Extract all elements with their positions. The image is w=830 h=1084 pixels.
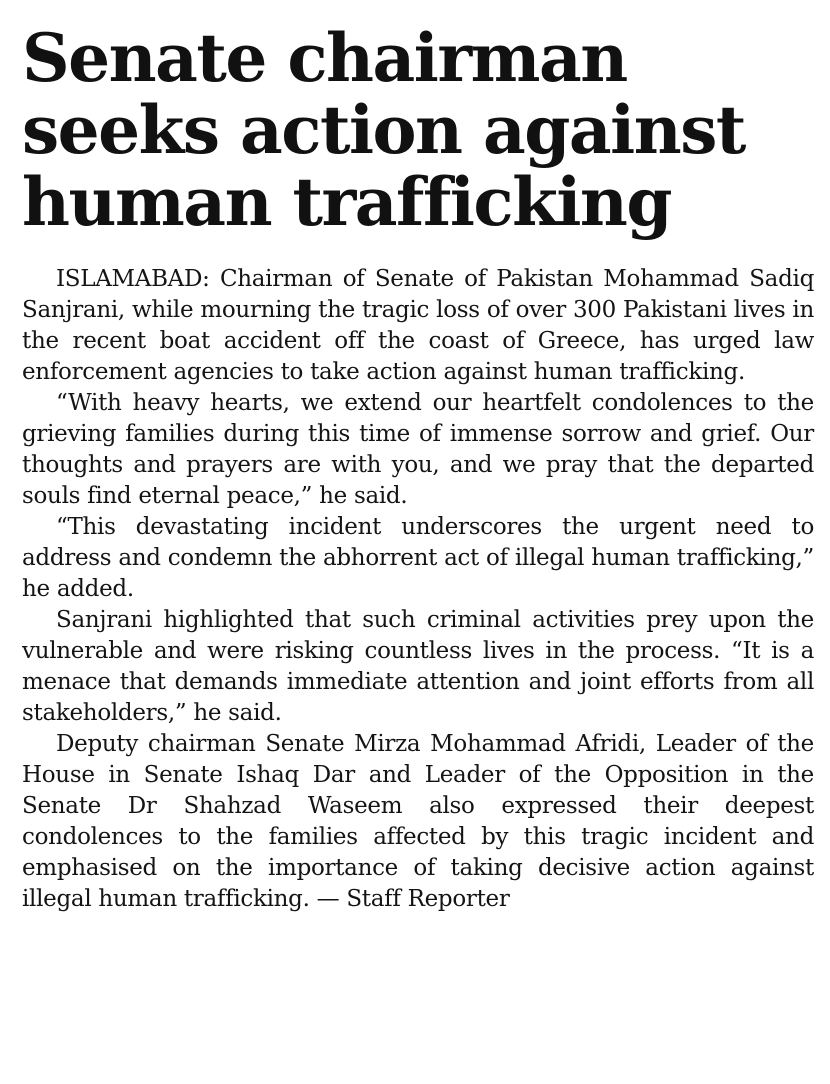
news-article (22, 19, 814, 915)
article-paragraph-2: “With heavy hearts, we extend our heartfelt condolences to the grieving families during this time of immense sorrow and grief. Our thoughts and prayers are with you, and we pray that the departed souls find eternal peace,” he said. (22, 390, 814, 509)
article-body (22, 264, 814, 915)
headline-line-3: human trafficking (22, 163, 672, 241)
headline-line-2: seeks action against (22, 91, 745, 169)
article-paragraph-3: “This devastating incident underscores the urgent need to address and condemn the abhorrent act of illegal human trafficking,” he added. (22, 514, 814, 602)
article-paragraph-5: Deputy chairman Senate Mirza Mohammad Afridi, Leader of the House in Senate Ishaq Dar and Leader of the Opposition in the Senate Dr Shahzad Waseem also expressed their deepest condolences to the families affected by this tragic incident and emphasised on the importance of taking decisive action against illegal human trafficking. — Staff Reporter (22, 731, 814, 912)
article-headline (22, 19, 814, 241)
article-paragraph-1: ISLAMABAD: Chairman of Senate of Pakistan Mohammad Sadiq Sanjrani, while mourning the tragic loss of over 300 Pakistani lives in the recent boat accident off the coast of Greece, has urged law enforcement agencies to take action against human trafficking. (22, 266, 814, 385)
headline-line-1: Senate chairman (22, 19, 627, 97)
article-paragraph-4: Sanjrani highlighted that such criminal activities prey upon the vulnerable and were risking countless lives in the process. “It is a menace that demands immediate attention and joint efforts from all stakeholders,” he said. (22, 607, 814, 726)
